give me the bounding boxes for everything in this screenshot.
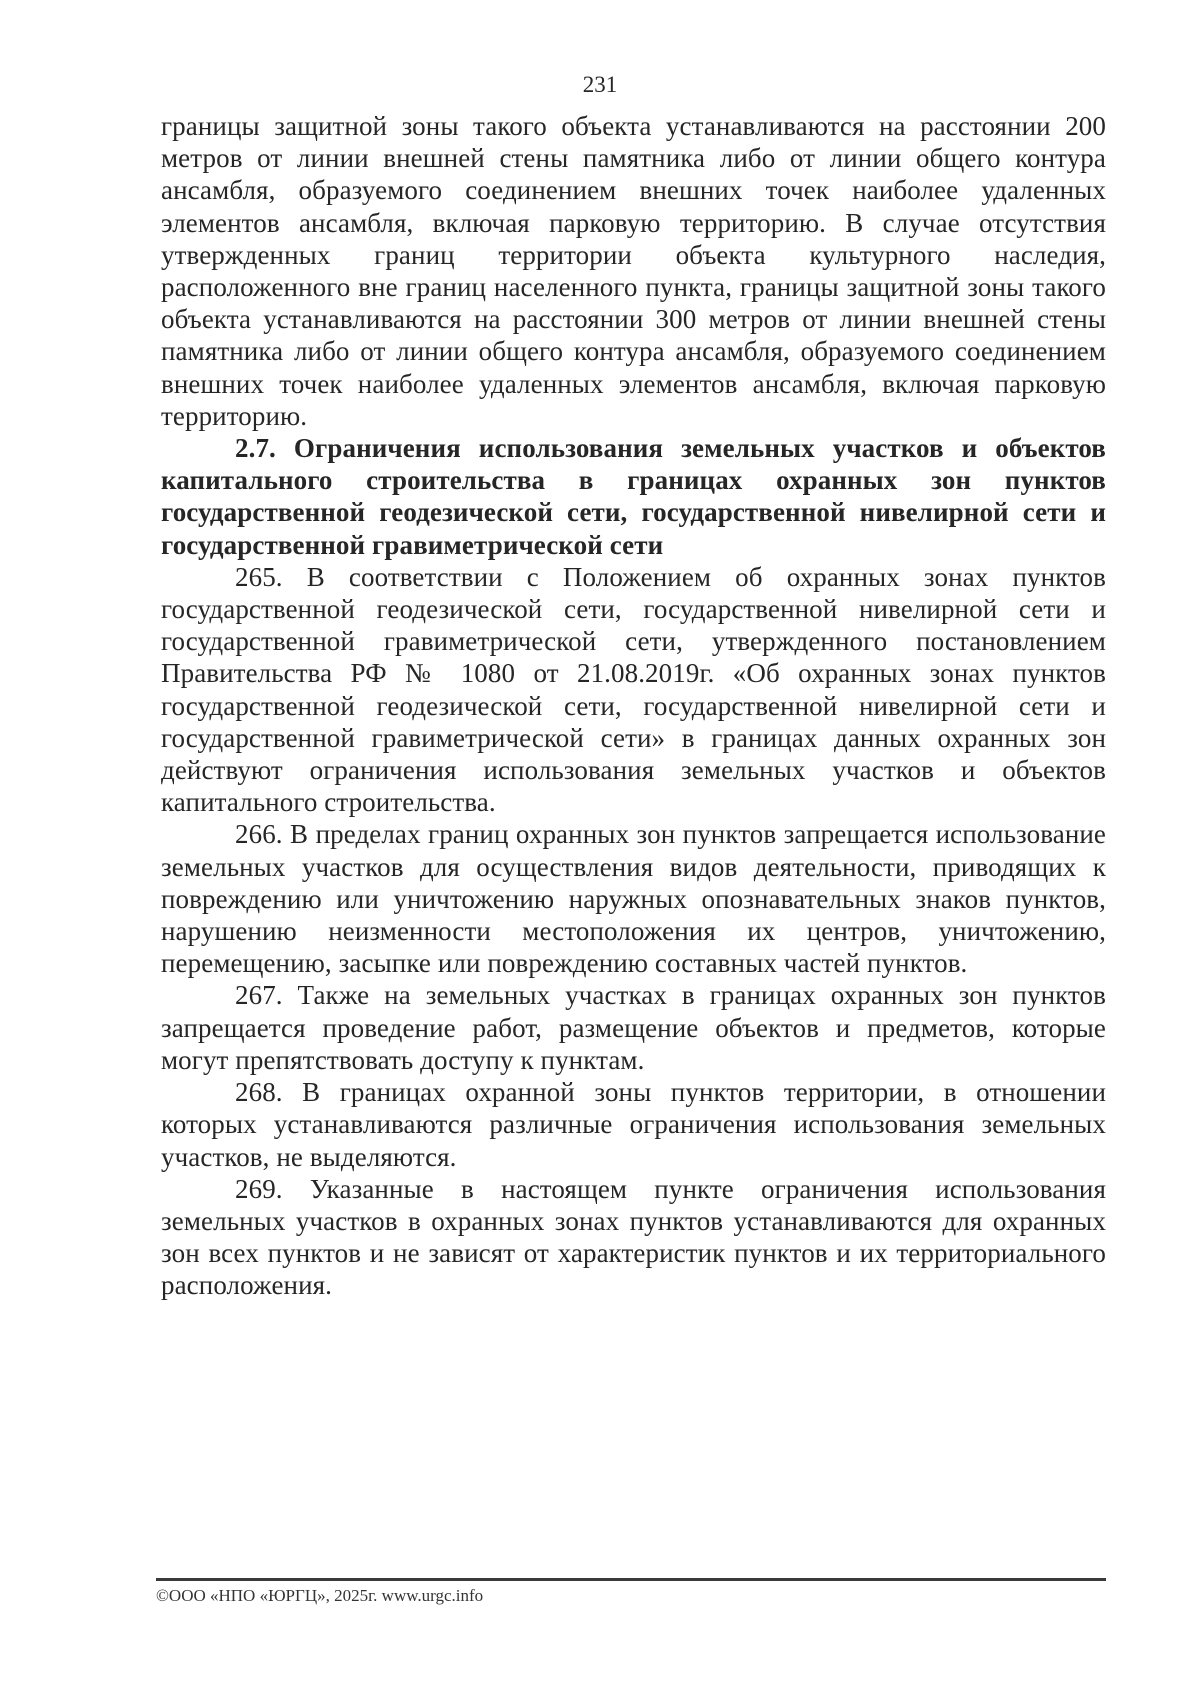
section-heading: 2.7. Ограничения использования земельных участков и объектов капитального строительства в границах охранных зон пунктов государственной геодезической сети, государственной нивелирной сети и государственной гравиметрической сети: [161, 433, 1106, 560]
paragraph-267: 267. Также на земельных участках в границах охранных зон пунктов запрещается проведение работ, размещение объектов и предметов, которые могут препятствовать доступу к пунктам.: [161, 980, 1106, 1075]
paragraph-265: 265. В соответствии с Положением об охранных зонах пунктов государственной геодезической сети, государственной нивелирной сети и государственной гравиметрической сети, утвержденного постановлением Правительства РФ № 1080 от 21.08.2019г. «Об охранных зонах пунктов государственной геодезической сети, государственной нивелирной сети и государственной гравиметрической сети» в границах данных охранных зон действуют ограничения использования земельных участков и объектов капитального строительства.: [161, 561, 1106, 818]
page-number: 231: [582, 72, 618, 97]
footer-divider: [156, 1578, 1106, 1581]
paragraph-266: 266. В пределах границ охранных зон пунктов запрещается использование земельных участков для осуществления видов деятельности, приводящих к повреждению или уничтожению наружных опознавательных знаков пунктов, нарушению неизменности местоположения их центров, уничтожению, перемещению, засыпке или повреждению составных частей пунктов.: [161, 819, 1106, 979]
paragraph-269: 269. Указанные в настоящем пункте ограничения использования земельных участков в охранных зонах пунктов устанавливаются для охранных зон всех пунктов и не зависят от характеристик пунктов и их территориального расположения.: [161, 1173, 1106, 1301]
paragraph-268: 268. В границах охранной зоны пунктов территории, в отношении которых устанавливаются различные ограничения использования земельных участков, не выделяются.: [161, 1077, 1106, 1172]
footer-copyright: ©ООО «НПО «ЮРГЦ», 2025г. www.urgc.info: [156, 1586, 484, 1605]
paragraph-continuation: границы защитной зоны такого объекта устанавливаются на расстоянии 200 метров от линии внешней стены памятника либо от линии общего контура ансамбля, образуемого соединением внешних точек наиболее удаленных элементов ансамбля, включая парковую территорию. В случае отсутствия утвержденных границ территории объекта культурного наследия, расположенного вне границ населенного пункта, границы защитной зоны такого объекта устанавливаются на расстоянии 300 метров от линии внешней стены памятника либо от линии общего контура ансамбля, образуемого соединением внешних точек наиболее удаленных элементов ансамбля, включая парковую территорию.: [161, 111, 1106, 431]
document-body: [161, 110, 1106, 1302]
